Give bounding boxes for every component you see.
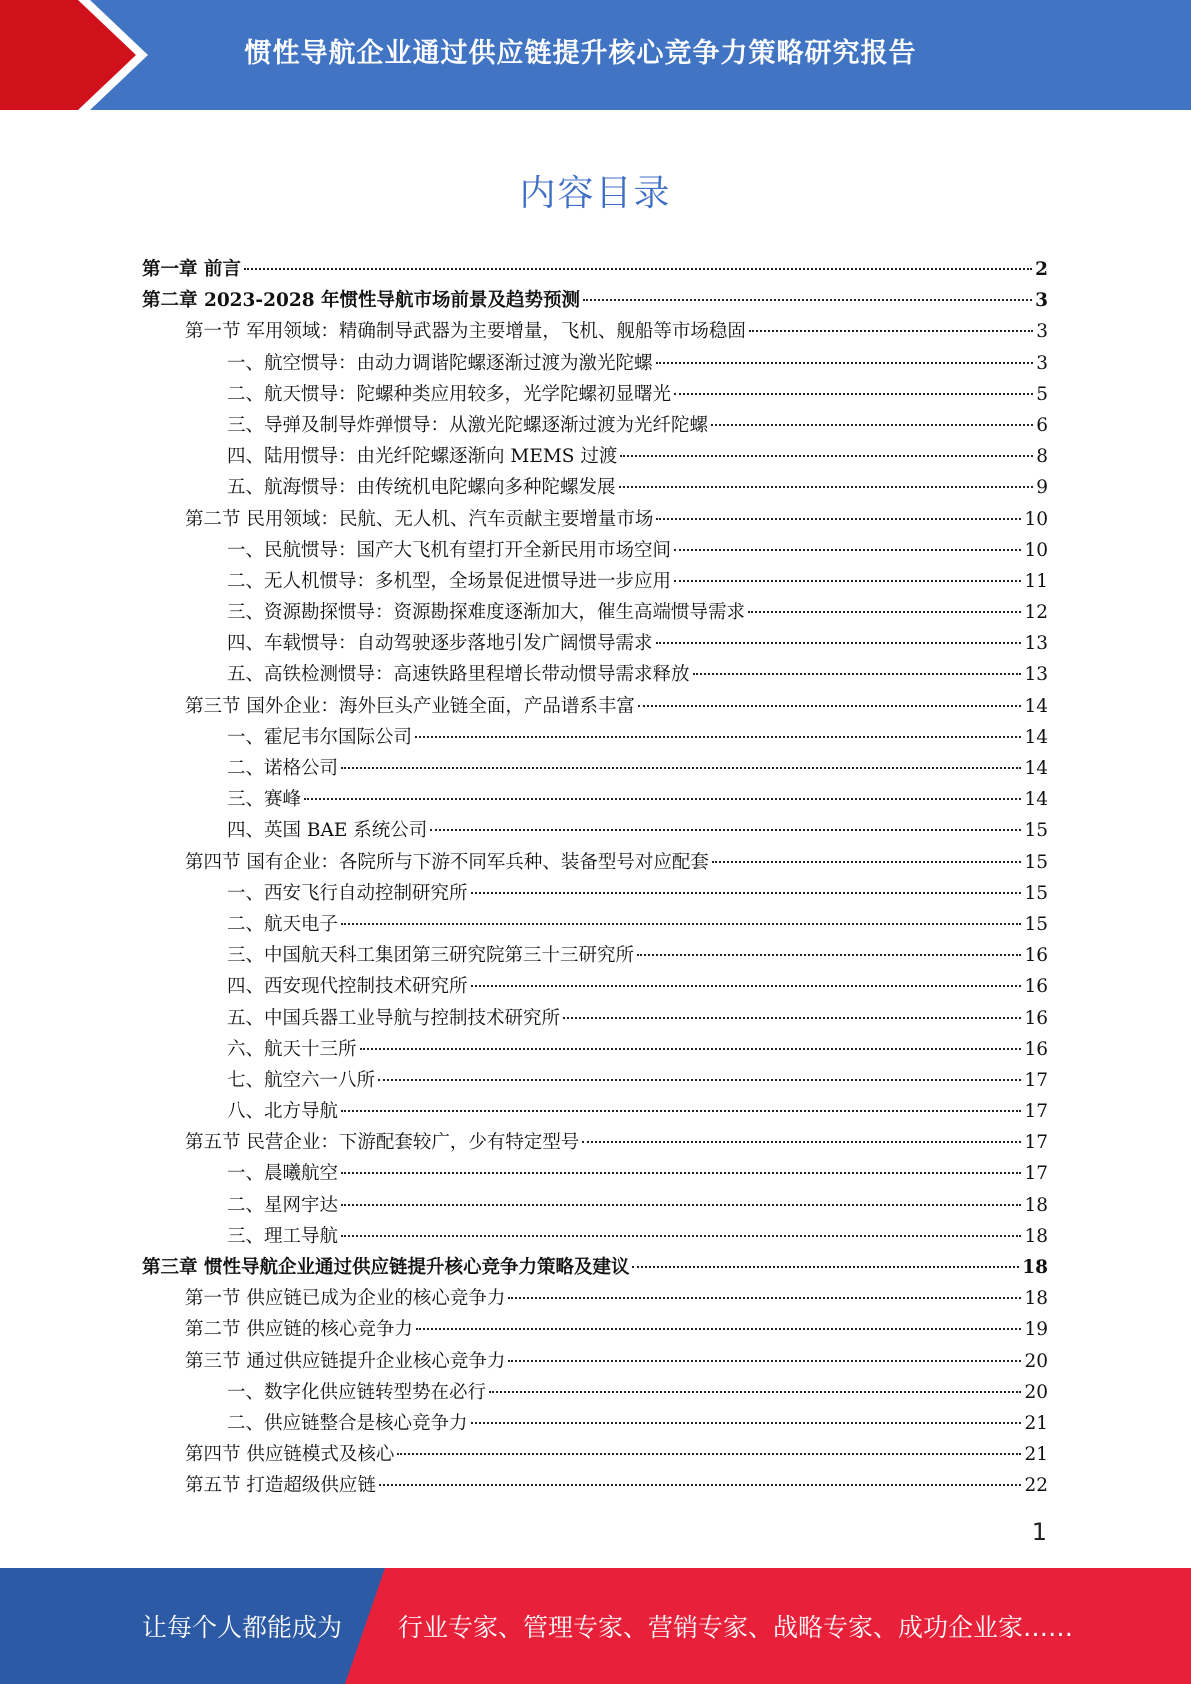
toc-entry-label: 二、航天电子	[227, 913, 339, 935]
toc-dot-leader	[415, 736, 1021, 738]
toc-entry-label: 一、晨曦航空	[227, 1163, 339, 1185]
toc-entry-page: 9	[1036, 477, 1048, 499]
toc-entry[interactable]	[142, 1190, 1048, 1221]
toc-entry[interactable]	[142, 1127, 1048, 1158]
toc-entry[interactable]	[142, 472, 1048, 503]
toc-entry-page: 3	[1036, 352, 1048, 374]
toc-entry-label: 二、诺格公司	[227, 758, 339, 779]
toc-dot-leader	[304, 798, 1021, 800]
toc-entry-page: 3	[1036, 321, 1048, 343]
toc-entry-page: 22	[1024, 1475, 1048, 1497]
toc-entry[interactable]	[142, 753, 1048, 784]
toc-entry[interactable]	[142, 659, 1048, 690]
toc-dot-leader	[471, 1422, 1022, 1424]
toc-entry[interactable]	[142, 1096, 1048, 1127]
toc-dot-leader	[430, 829, 1021, 831]
toc-entry-page: 16	[1024, 1007, 1048, 1029]
report-title: 惯性导航企业通过供应链提升核心竞争力策略研究报告	[244, 37, 917, 69]
toc-entry-label: 一、西安飞行自动控制研究所	[227, 882, 468, 904]
toc-entry-page: 18	[1024, 1288, 1048, 1310]
toc-entry-page: 8	[1036, 446, 1048, 468]
toc-entry[interactable]	[142, 1252, 1048, 1283]
toc-entry[interactable]	[142, 597, 1048, 628]
toc-dot-leader	[712, 861, 1022, 863]
toc-entry-label: 第四节 供应链模式及核心	[185, 1444, 395, 1466]
toc-entry-page: 14	[1024, 789, 1048, 811]
toc-entry-page: 17	[1024, 1163, 1048, 1185]
toc-entry-label: 二、供应链整合是核心竞争力	[227, 1412, 468, 1434]
toc-entry[interactable]	[142, 1221, 1048, 1252]
toc-dot-leader	[416, 1328, 1022, 1330]
toc-entry-label: 第一节 军用领域：精确制导武器为主要增量，飞机、舰船等市场稳固	[185, 321, 746, 343]
toc-entry-page: 15	[1024, 882, 1048, 904]
toc-entry[interactable]	[142, 348, 1048, 379]
toc-entry-page: 20	[1024, 1381, 1048, 1403]
toc-dot-leader	[489, 1391, 1021, 1393]
toc-entry-page: 5	[1036, 383, 1048, 405]
header-chevron-graphic	[0, 0, 160, 110]
toc-dot-leader	[637, 954, 1021, 956]
toc-entry[interactable]	[142, 1034, 1048, 1065]
toc-entry-label: 六、航天十三所	[227, 1038, 357, 1060]
toc-entry-page: 18	[1024, 1225, 1048, 1247]
toc-entry-label: 五、中国兵器工业导航与控制技术研究所	[227, 1007, 561, 1029]
toc-entry-label: 第三节 通过供应链提升企业核心竞争力	[185, 1350, 506, 1372]
toc-dot-leader	[397, 1453, 1021, 1455]
toc-entry[interactable]	[142, 1003, 1048, 1034]
toc-entry-page: 15	[1024, 820, 1048, 842]
toc-entry[interactable]	[142, 1377, 1048, 1408]
toc-dot-leader	[341, 1235, 1021, 1237]
toc-entry-label: 第二章 2023-2028 年惯性导航市场前景及趋势预测	[142, 290, 581, 312]
toc-dot-leader	[341, 1204, 1021, 1206]
toc-entry[interactable]	[142, 1283, 1048, 1314]
toc-entry-page: 20	[1024, 1350, 1048, 1372]
toc-entry[interactable]	[142, 254, 1048, 285]
toc-entry-label: 一、民航惯导：国产大飞机有望打开全新民用市场空间	[227, 539, 672, 561]
toc-entry-label: 一、霍尼韦尔国际公司	[227, 726, 413, 748]
footer-banner	[0, 1568, 1191, 1684]
toc-entry-label: 第二节 民用领域：民航、无人机、汽车贡献主要增量市场	[185, 508, 654, 530]
toc-entry-label: 一、航空惯导：由动力调谐陀螺逐渐过渡为激光陀螺	[227, 352, 653, 374]
toc-dot-leader	[656, 518, 1021, 520]
toc-entry-label: 五、航海惯导：由传统机电陀螺向多种陀螺发展	[227, 477, 616, 499]
toc-entry-page: 16	[1024, 945, 1048, 967]
toc-entry[interactable]	[142, 504, 1048, 535]
toc-entry-label: 四、陆用惯导：由光纤陀螺逐渐向 MEMS 过渡	[227, 446, 618, 468]
toc-dot-leader	[341, 767, 1021, 769]
toc-entry[interactable]	[142, 1314, 1048, 1345]
toc-dot-leader	[674, 580, 1021, 582]
toc-dot-leader	[674, 549, 1021, 551]
toc-entry[interactable]	[142, 940, 1048, 971]
toc-entry[interactable]	[142, 1470, 1048, 1501]
toc-entry[interactable]	[142, 285, 1048, 316]
toc-dot-leader	[471, 892, 1022, 894]
toc-entry-label: 四、英国 BAE 系统公司	[227, 820, 428, 842]
toc-entry-label: 第五节 打造超级供应链	[185, 1475, 376, 1497]
toc-dot-leader	[563, 1017, 1021, 1019]
toc-entry-page: 21	[1024, 1444, 1048, 1466]
toc-dot-leader	[341, 1110, 1021, 1112]
toc-entry-page: 11	[1024, 570, 1048, 592]
toc-entry-page: 12	[1024, 602, 1048, 624]
toc-entry[interactable]	[142, 628, 1048, 659]
toc-entry[interactable]	[142, 971, 1048, 1002]
toc-entry[interactable]	[142, 784, 1048, 815]
toc-dot-leader	[748, 611, 1021, 613]
toc-dot-leader	[508, 1297, 1021, 1299]
toc-dot-leader	[656, 362, 1034, 364]
toc-entry-label: 五、高铁检测惯导：高速铁路里程增长带动惯导需求释放	[227, 664, 690, 686]
toc-entry-page: 3	[1035, 290, 1048, 312]
toc-entry-label: 三、理工导航	[227, 1225, 339, 1247]
toc-entry-label: 第三章 惯性导航企业通过供应链提升核心竞争力策略及建议	[142, 1257, 630, 1278]
toc-entry[interactable]	[142, 878, 1048, 909]
toc-entry[interactable]	[142, 410, 1048, 441]
toc-entry-page: 18	[1022, 1257, 1048, 1278]
toc-entry[interactable]	[142, 847, 1048, 878]
toc-dot-leader	[749, 330, 1033, 332]
toc-dot-leader	[632, 1266, 1019, 1268]
toc-entry[interactable]	[142, 535, 1048, 566]
toc-entry-page: 13	[1024, 664, 1048, 686]
toc-entry-page: 21	[1024, 1412, 1048, 1434]
toc-entry-label: 三、中国航天科工集团第三研究院第三十三研究所	[227, 945, 635, 967]
toc-entry-label: 四、西安现代控制技术研究所	[227, 976, 468, 998]
toc-entry-label: 一、数字化供应链转型势在必行	[227, 1381, 487, 1403]
toc-entry[interactable]	[142, 909, 1048, 940]
toc-entry-page: 15	[1024, 851, 1048, 873]
toc-dot-leader	[379, 1484, 1022, 1486]
toc-entry-label: 二、星网宇达	[227, 1194, 339, 1216]
toc-dot-leader	[583, 299, 1032, 301]
toc-title: 内容目录	[519, 173, 672, 214]
toc-dot-leader	[341, 923, 1021, 925]
toc-dot-leader	[360, 1048, 1022, 1050]
toc-entry-label: 二、无人机惯导：多机型，全场景促进惯导进一步应用	[227, 570, 672, 592]
toc-dot-leader	[619, 486, 1034, 488]
toc-entry-page: 17	[1024, 1069, 1048, 1091]
toc-entry-page: 13	[1024, 633, 1048, 655]
toc-entry[interactable]	[142, 815, 1048, 846]
footer-slogan-right: 行业专家、管理专家、营销专家、战略专家、成功企业家……	[398, 1613, 1074, 1642]
toc-entry[interactable]	[142, 1439, 1048, 1470]
toc-entry-page: 14	[1024, 726, 1048, 748]
toc-entry-page: 17	[1024, 1101, 1048, 1123]
toc-dot-leader	[711, 424, 1033, 426]
toc-entry-label: 三、赛峰	[227, 789, 302, 811]
toc-entry[interactable]	[142, 566, 1048, 597]
toc-entry-label: 第三节 国外企业：海外巨头产业链全面，产品谱系丰富	[185, 695, 635, 717]
toc-entry[interactable]	[142, 722, 1048, 753]
toc-entry[interactable]	[142, 441, 1048, 472]
toc-dot-leader	[582, 1141, 1021, 1143]
toc-entry[interactable]	[142, 1158, 1048, 1189]
toc-dot-leader	[674, 393, 1033, 395]
toc-entry-label: 二、航天惯导：陀螺种类应用较多，光学陀螺初显曙光	[227, 383, 672, 405]
toc-entry[interactable]	[142, 691, 1048, 722]
toc-entry-label: 第二节 供应链的核心竞争力	[185, 1319, 413, 1341]
footer-slogan-left: 让每个人都能成为	[142, 1613, 343, 1642]
toc-dot-leader	[638, 705, 1022, 707]
toc-entry[interactable]	[142, 1346, 1048, 1377]
toc-dot-leader	[341, 1172, 1021, 1174]
toc-entry-label: 第一节 供应链已成为企业的核心竞争力	[185, 1288, 506, 1310]
toc-entry[interactable]	[142, 1408, 1048, 1439]
toc-entry-page: 6	[1036, 414, 1048, 436]
toc-entry-label: 第四节 国有企业：各院所与下游不同军兵种、装备型号对应配套	[185, 851, 709, 873]
toc-entry[interactable]	[142, 379, 1048, 410]
toc-dot-leader	[656, 642, 1022, 644]
toc-entry-page: 14	[1024, 695, 1048, 717]
toc-entry-page: 10	[1024, 539, 1048, 561]
toc-entry-label: 三、导弹及制导炸弹惯导：从激光陀螺逐渐过渡为光纤陀螺	[227, 414, 709, 436]
toc-dot-leader	[693, 673, 1022, 675]
toc-entry-page: 2	[1035, 259, 1048, 280]
toc-entry-page: 18	[1024, 1194, 1048, 1216]
toc-entry-label: 三、资源勘探惯导：资源勘探难度逐渐加大，催生高端惯导需求	[227, 602, 746, 624]
toc-entry-label: 八、北方导航	[227, 1101, 339, 1123]
toc-dot-leader	[508, 1360, 1021, 1362]
toc-entry-page: 19	[1024, 1319, 1048, 1341]
toc-entry[interactable]	[142, 316, 1048, 347]
toc-entry-page: 15	[1024, 913, 1048, 935]
toc-entry-label: 四、车载惯导：自动驾驶逐步落地引发广阔惯导需求	[227, 633, 653, 655]
toc-dot-leader	[378, 1079, 1021, 1081]
toc-entry-label: 第一章 前言	[142, 259, 241, 280]
toc-entry-page: 14	[1024, 758, 1048, 779]
toc-dot-leader	[471, 985, 1022, 987]
toc-entry-page: 17	[1024, 1132, 1048, 1154]
toc-entry-label: 七、航空六一八所	[227, 1069, 376, 1091]
toc-entry-page: 10	[1024, 508, 1048, 530]
header-banner	[0, 0, 1191, 110]
toc-dot-leader	[244, 268, 1032, 270]
toc-dot-leader	[620, 455, 1033, 457]
toc-entry-page: 16	[1024, 1038, 1048, 1060]
toc-entry-page: 16	[1024, 976, 1048, 998]
toc-entry-label: 第五节 民营企业：下游配套较广，少有特定型号	[185, 1132, 580, 1154]
toc-entry[interactable]	[142, 1065, 1048, 1096]
page-number: 1	[1031, 1518, 1047, 1546]
table-of-contents	[142, 254, 1048, 1502]
